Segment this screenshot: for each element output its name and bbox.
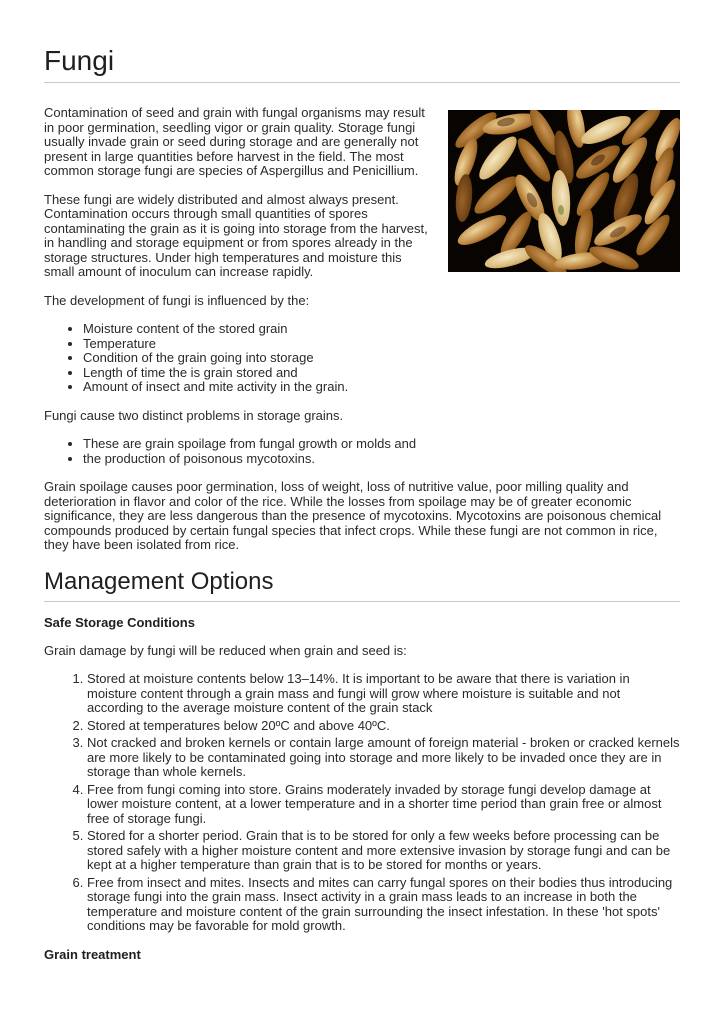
list-item: • Moisture content of the stored grain <box>83 322 680 337</box>
list-item: • These are grain spoilage from fungal growth or molds and <box>83 437 680 452</box>
infected-rice-kernels-photo <box>448 110 680 272</box>
list-item: • the production of poisonous mycotoxins. <box>83 452 680 467</box>
safe-storage-conditions-heading: Safe Storage Conditions <box>44 615 195 631</box>
list-item: 5. Stored for a shorter period. Grain that is to be stored for only a few weeks before processing can be stored safely with a higher moisture content and more extensive invasion by storage fungi and can be kept at a higher temperature than grain that is to be stored for months or years. <box>87 829 680 873</box>
safe-storage-conditions-list <box>44 672 680 934</box>
grain-damage-intro: Grain damage by fungi will be reduced when grain and seed is: <box>44 642 407 658</box>
intro-paragraph-2: These fungi are widely distributed and almost always present. Contamination occurs through small quantities of spores contaminating the grain as it is going into storage from the harvest, in handling and storage equipment or from spores already in the storage structures. Under high temperatures and moisture this small amount of inoculum can increase rapidly. <box>44 191 428 280</box>
list-item: 4. Free from fungi coming into store. Grains moderately invaded by storage fungi develop damage at lower moisture content, at a lower temperature and in a shorter time period than grain free or almost free of storage fungi. <box>87 783 680 827</box>
list-item: 3. Not cracked and broken kernels or contain large amount of foreign material - broken or cracked kernels are more likely to be contaminated going into storage and more likely to be invaded once they are in storage than whole kernels. <box>87 736 680 780</box>
development-factors-list <box>44 322 680 395</box>
development-intro: The development of fungi is influenced by the: <box>44 292 310 308</box>
list-item: 6. Free from insect and mites. Insects and mites can carry fungal spores on their bodies thus introducing storage fungi into the grain mass. Insect activity in a grain mass leads to an increase in both the temperature and moisture content of the grain surrounding the insect infestation. In these 'hot spots' conditions may be favorable for mold growth. <box>87 876 680 934</box>
rice-kernels-illustration <box>448 110 680 272</box>
grain-treatment-heading: Grain treatment <box>44 946 141 962</box>
list-item: • Length of time the is grain stored and <box>83 366 680 381</box>
spoilage-paragraph: Grain spoilage causes poor germination, loss of weight, loss of nutritive value, poor milling quality and deterioration in flavor and color of the rice. While the losses from spoilage may be of greater economic significance, they are less dangerous than the presence of mycotoxins. Mycotoxins are poisonous chemical compounds produced by certain fungal species that infect crops. While these fungi are not common in rice, they have been isolated from rice. <box>44 479 662 553</box>
problems-list <box>44 437 680 466</box>
page-title: Fungi <box>44 46 680 83</box>
list-item: 1. Stored at moisture contents below 13–14%. It is important to be aware that there is variation in moisture content through a grain mass and fungi will grow where moisture is suitable and not according to the average moisture content of the grain stack <box>87 672 680 716</box>
intro-paragraph-1: Contamination of seed and grain with fungal organisms may result in poor germination, seedling vigor or grain quality. Storage fungi usually invade grain or seed during storage and are generally not present in large quantities before harvest in the field. The most common storage fungi are species of Aspergillus and Penicillium. <box>44 105 425 179</box>
list-item: • Condition of the grain going into storage <box>83 351 680 366</box>
list-item: • Temperature <box>83 337 680 352</box>
management-options-heading: Management Options <box>44 569 680 602</box>
problems-intro: Fungi cause two distinct problems in storage grains. <box>44 407 344 423</box>
list-item: • Amount of insect and mite activity in the grain. <box>83 380 680 395</box>
list-item: 2. Stored at temperatures below 20ºC and above 40ºC. <box>87 719 680 734</box>
